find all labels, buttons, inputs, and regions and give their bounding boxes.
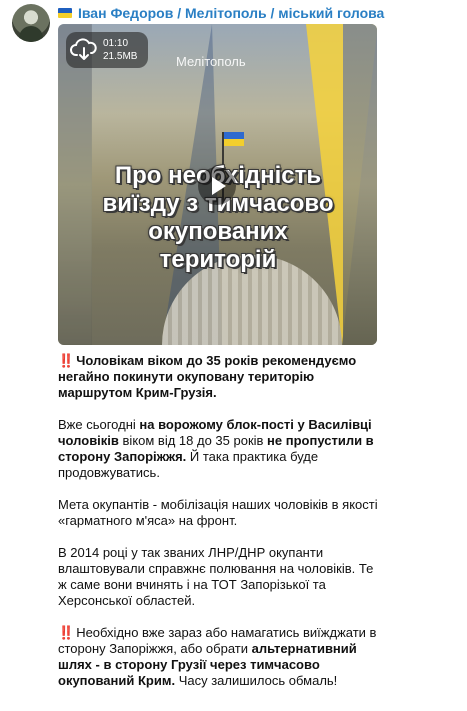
channel-name[interactable]: Іван Федоров / Мелітополь / міський голова	[78, 5, 385, 21]
p2-text-3: Й така практика буде продовжуватись.	[58, 449, 319, 480]
paragraph-4: В 2014 році у так званих ЛНР/ДНР окупанти влаштовували справжнє полювання на чоловіків. Те ж саме вони вчинять і на ТОТ Запорізької та Херсонської областей.	[58, 545, 374, 608]
play-icon	[212, 177, 226, 195]
video-logo: Мелітополь	[176, 54, 246, 69]
p5-text-2: Часу залишилось обмаль!	[175, 673, 338, 688]
paragraph-5	[58, 625, 384, 689]
video-duration: 01:10	[103, 38, 129, 49]
double-exclamation-icon-2: ‼️	[58, 625, 73, 640]
p2-text-2: віком від 18 до 35 років	[118, 433, 268, 448]
video-attachment[interactable]	[58, 24, 377, 345]
paragraph-1	[58, 353, 384, 401]
cloud-download-icon	[69, 35, 99, 65]
message-header	[58, 5, 461, 21]
video-overlay-title: Про необхідність виїзду з тимчасово окупованих територій	[102, 162, 334, 273]
ukraine-flag-icon	[58, 8, 72, 18]
download-button[interactable]	[66, 32, 148, 68]
double-exclamation-icon: ‼️	[58, 353, 73, 368]
play-button[interactable]	[198, 167, 236, 205]
video-blur-left	[58, 24, 92, 345]
message-body	[58, 353, 384, 705]
video-size: 21.5MB	[103, 51, 138, 62]
paragraph-2	[58, 417, 384, 481]
p2-text-1: Вже сьогодні	[58, 417, 140, 432]
video-blur-right	[343, 24, 377, 345]
p2-bold-2: не пропустили в сторону Запоріжжя.	[58, 433, 374, 464]
p1-bold: Чоловікам віком до 35 років рекомендуємо негайно покинути окуповану територію маршрутом Крим-Грузія.	[58, 353, 357, 400]
channel-avatar[interactable]	[12, 4, 50, 42]
paragraph-3: Мета окупантів - мобілізація наших чоловіків в якості «гарматного м'яса» на фронт.	[58, 497, 378, 528]
p5-text-1: Необхідно вже зараз або намагатись виїжджати в сторону Запоріжжя, або обрати	[58, 625, 377, 656]
p2-bold-1: на ворожому блок-пості у Василівці чоловіків	[58, 417, 372, 448]
p5-bold-1: альтернативний шлях - в сторону Грузії через тимчасово окупований Крим.	[58, 641, 357, 688]
video-flag-icon	[224, 132, 244, 146]
